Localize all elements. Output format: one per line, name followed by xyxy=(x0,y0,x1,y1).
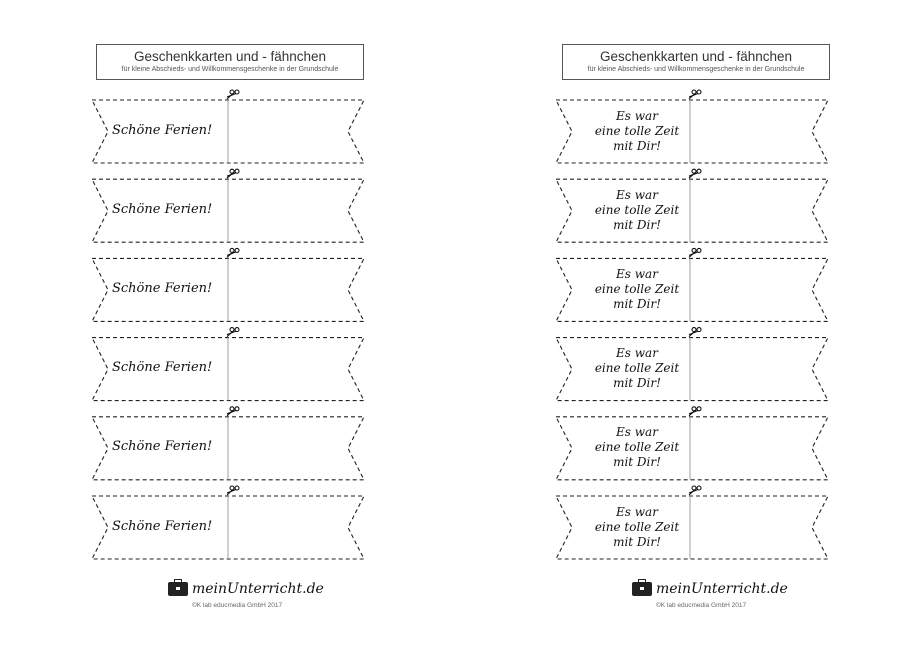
scissors-icon xyxy=(689,90,701,99)
flag-label-line: Es war xyxy=(616,504,658,519)
flag-label xyxy=(576,188,698,233)
page-subtitle: für kleine Abschieds- und Willkommensgeschenke in der Grundschule xyxy=(121,66,339,73)
page-title: Geschenkkarten und - fähnchen xyxy=(599,49,793,64)
flag-label: Schöne Ferien! xyxy=(112,518,213,534)
flag-label xyxy=(576,425,698,470)
flag-label-line: eine tolle Zeit xyxy=(594,202,680,217)
copyright-text: ©K lab educmedia GmbH 2017 xyxy=(192,602,283,609)
page-title: Geschenkkarten und - fähnchen xyxy=(133,49,327,64)
page-subtitle: für kleine Abschieds- und Willkommensgeschenke in der Grundschule xyxy=(587,66,805,73)
scissors-icon xyxy=(689,328,701,337)
scissors-icon xyxy=(227,169,239,178)
flag-label xyxy=(576,109,698,154)
flag-label-line: eine tolle Zeit xyxy=(594,519,680,534)
flag-label: Schöne Ferien! xyxy=(112,201,213,217)
flag-label-line: Es war xyxy=(616,187,658,202)
scissors-icon xyxy=(227,328,239,337)
flag-label: Schöne Ferien! xyxy=(112,360,213,376)
flag-label-line: mit Dir! xyxy=(613,296,661,311)
scissors-icon xyxy=(689,486,701,495)
scissors-icon xyxy=(227,90,239,99)
flag-label-line: Es war xyxy=(616,346,658,361)
logo-text: meinUnterricht.de xyxy=(656,581,788,597)
flag-label-line: Es war xyxy=(616,266,658,281)
flag-label: Schöne Ferien! xyxy=(112,280,213,296)
scissors-icon xyxy=(227,486,239,495)
copyright-text: ©K lab educmedia GmbH 2017 xyxy=(656,602,747,609)
scissors-icon xyxy=(227,248,239,257)
flag-label xyxy=(576,505,698,550)
flag-label-line: mit Dir! xyxy=(613,534,661,549)
flag-label-line: eine tolle Zeit xyxy=(594,281,680,296)
flag-label-line: eine tolle Zeit xyxy=(594,361,680,376)
flag-label-line: Es war xyxy=(616,425,658,440)
scissors-icon xyxy=(689,407,701,416)
flag-label xyxy=(576,267,698,312)
flag-label: Schöne Ferien! xyxy=(112,439,213,455)
scissors-icon xyxy=(689,169,701,178)
flag-label-line: Es war xyxy=(616,108,658,123)
logo-text: meinUnterricht.de xyxy=(192,581,324,597)
flag-label xyxy=(576,346,698,391)
flag-label-line: mit Dir! xyxy=(613,455,661,470)
flag-label-line: eine tolle Zeit xyxy=(594,123,680,138)
scissors-icon xyxy=(689,248,701,257)
flag-label: Schöne Ferien! xyxy=(112,122,213,138)
flag-label-line: eine tolle Zeit xyxy=(594,440,680,455)
flag-label-line: mit Dir! xyxy=(613,376,661,391)
scissors-icon xyxy=(227,407,239,416)
flag-label-line: mit Dir! xyxy=(613,138,661,153)
flag-label-line: mit Dir! xyxy=(613,217,661,232)
